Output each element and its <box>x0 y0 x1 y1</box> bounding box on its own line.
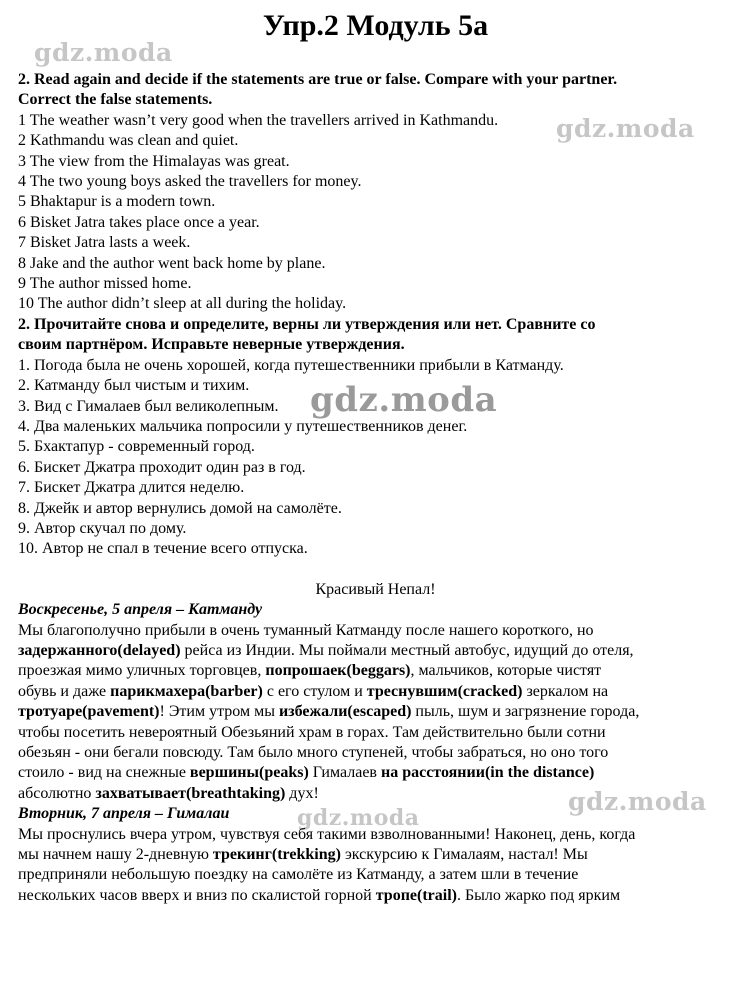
story-line: абсолютно захватывает(breathtaking) дух! <box>18 784 319 802</box>
vocab-word: парикмахера(barber) <box>110 682 263 700</box>
statement-ru: 7. Бискет Джатра длится неделю. <box>18 479 245 497</box>
day-heading: Воскресенье, 5 апреля – Катманду <box>18 601 263 619</box>
story-line: задержанного(delayed) рейса из Индии. Мы поймали местный автобус, идущий до отеля, <box>18 641 634 659</box>
watermark: gdz.moda <box>297 805 420 831</box>
story-line: обувь и даже парикмахера(barber) с его стулом и треснувшим(cracked) зеркалом на <box>18 682 609 700</box>
vocab-word: на расстоянии(in the distance) <box>380 764 595 782</box>
vocab-word: избежали(escaped) <box>278 703 412 721</box>
statement-en: 9 The author missed home. <box>18 275 192 293</box>
statement-ru: 9. Автор скучал по дому. <box>18 519 187 537</box>
task-ru-heading: своим партнёром. Исправьте неверные утверждения. <box>18 336 405 354</box>
story-line: чтобы посетить невероятный Обезьяний храм в горах. Там действительно были сотни <box>18 723 606 741</box>
task-en-heading: 2. Read again and decide if the statements are true or false. Compare with your partner. <box>18 71 618 88</box>
statement-en: 10 The author didn’t sleep at all during the holiday. <box>18 295 347 313</box>
story-line: мы начнем нашу 2-дневную трекинг(trekking) экскурсию к Гималаям, настал! Мы <box>18 846 588 864</box>
watermark: gdz.moda <box>34 38 173 67</box>
statement-ru: 6. Бискет Джатра проходит один раз в год. <box>18 458 306 476</box>
statement-en: 6 Bisket Jatra takes place once a year. <box>18 213 260 231</box>
vocab-word: задержанного(delayed) <box>18 641 181 659</box>
vocab-word: тротуаре(pavement) <box>18 703 160 721</box>
watermark: gdz.moda <box>556 114 695 143</box>
statement-en: 5 Bhaktapur is a modern town. <box>18 193 216 211</box>
watermark: gdz.moda <box>568 787 707 816</box>
story-line: стоило - вид на снежные вершины(peaks) Гималаев на расстоянии(in the distance) <box>18 764 595 782</box>
vocab-word: захватывает(breathtaking) <box>95 784 286 802</box>
vocab-word: трекинг(trekking) <box>212 846 341 864</box>
story-line: Мы проснулись вчера утром, чувствуя себя такими взволнованными! Наконец, день, когда <box>18 825 636 843</box>
vocab-word: попрошаек(beggars) <box>265 662 411 680</box>
statement-ru: 2. Катманду был чистым и тихим. <box>18 377 250 395</box>
task-en-heading: Correct the false statements. <box>18 91 213 109</box>
page-title: Упр.2 Модуль 5а <box>262 9 489 42</box>
statement-ru: 5. Бхактапур - современный город. <box>18 438 255 456</box>
vocab-word: вершины(peaks) <box>189 764 309 782</box>
statement-en: 1 The weather wasn’t very good when the travellers arrived in Kathmandu. <box>18 111 499 129</box>
statement-en: 4 The two young boys asked the travellers for money. <box>18 173 362 191</box>
story-title: Красивый Непал! <box>315 580 436 598</box>
statement-en: 3 The view from the Himalayas was great. <box>18 152 290 170</box>
statement-en: 7 Bisket Jatra lasts a week. <box>18 234 191 252</box>
statement-ru: 4. Два маленьких мальчика попросили у путешественников денег. <box>18 417 468 435</box>
story-line: предприняли небольшую поездку на самолёте из Катманду, а затем шли в течение <box>18 866 579 884</box>
vocab-word: треснувшим(cracked) <box>366 682 523 700</box>
statement-ru: 8. Джейк и автор вернулись домой на самолёте. <box>18 499 342 517</box>
story-line: нескольких часов вверх и вниз по скалистой горной тропе(trail). Было жарко под ярким <box>18 886 621 904</box>
story-line: Мы благополучно прибыли в очень туманный Катманду после нашего короткого, но <box>18 621 594 639</box>
statement-en: 2 Kathmandu was clean and quiet. <box>18 132 239 150</box>
statement-ru: 10. Автор не спал в течение всего отпуска. <box>18 540 308 558</box>
story-line: тротуаре(pavement)! Этим утром мы избежали(escaped) пыль, шум и загрязнение города, <box>18 703 640 721</box>
task-ru-heading: 2. Прочитайте снова и определите, верны ли утверждения или нет. Сравните со <box>18 315 596 333</box>
story-line: обезьян - они бегали повсюду. Там было много ступеней, чтобы забраться, но оно того <box>18 744 609 761</box>
day-heading: Вторник, 7 апреля – Гималаи <box>18 805 230 823</box>
document-page <box>18 8 733 906</box>
vocab-word: тропе(trail) <box>375 886 457 904</box>
statement-ru: 3. Вид с Гималаев был великолепным. <box>18 397 279 415</box>
statement-en: 8 Jake and the author went back home by plane. <box>18 254 326 272</box>
story-line: проезжая мимо уличных торговцев, попрошаек(beggars), мальчиков, которые чистят <box>18 662 602 680</box>
statement-ru: 1. Погода была не очень хорошей, когда путешественники прибыли в Катманду. <box>18 356 564 374</box>
watermark: gdz.moda <box>310 380 498 420</box>
